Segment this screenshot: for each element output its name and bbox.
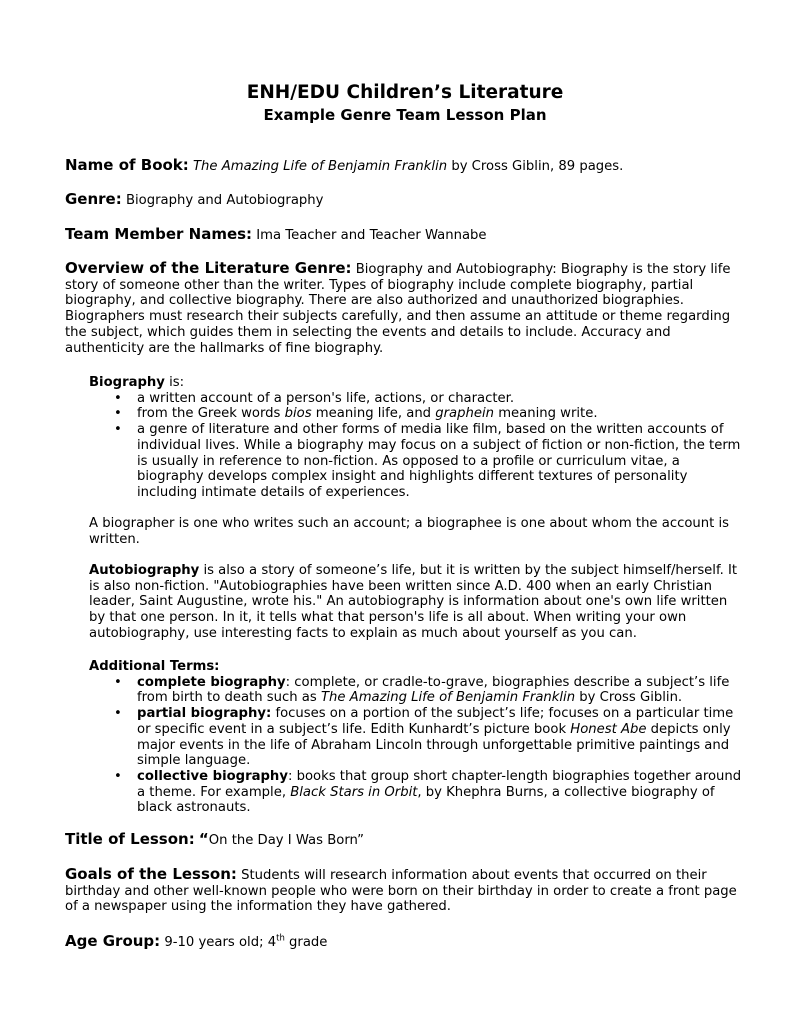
lesson-open-quote: “ [198, 830, 209, 848]
document-page [65, 82, 745, 950]
age-label: Age Group: [65, 932, 161, 950]
goals-label: Goals of the Lesson: [65, 865, 237, 883]
biographer-paragraph: A biographer is one who writes such an account; a biographee is one about whom the account is written. [89, 516, 730, 547]
biography-list [89, 391, 745, 501]
additional-terms-list [89, 675, 745, 816]
age-value: 9-10 years old; 4 [164, 935, 277, 950]
team-label: Team Member Names: [65, 225, 253, 243]
team-value: Ima Teacher and Teacher Wannabe [256, 228, 487, 243]
autobiography-text: is also a story of someone’s life, but it is written by the subject himself/herself. It is also non-fiction. "Autobiographies have been written since A.D. 400 when an early Christian leader, Saint Augustine, wrote his." An autobiography is information about one's own life written by that one person. In it, it tells what that person's life is all about. When writing your own autobiography, use interesting facts to explain as much about yourself as you can. [89, 563, 738, 641]
term-item: • complete biography: complete, or cradle-to-grave, biographies describe a subject’s life from birth to death such as The Amazing Life of Benjamin Franklin by Cross Giblin. [137, 675, 745, 706]
lesson-label: Title of Lesson: [65, 830, 195, 848]
document-subtitle: Example Genre Team Lesson Plan [263, 106, 547, 124]
age-group-line [65, 934, 745, 951]
document-title: ENH/EDU Children’s Literature [246, 82, 564, 103]
autobiography-paragraph [65, 563, 745, 642]
age-sup: th [276, 933, 285, 944]
biography-item: • from the Greek words bios meaning life, and graphein meaning write. [137, 406, 745, 422]
book-title: The Amazing Life of Benjamin Franklin [192, 159, 448, 174]
goals-paragraph [65, 867, 745, 915]
age-grade: grade [284, 935, 328, 950]
autobiography-term: Autobiography [89, 563, 200, 578]
lesson-title-line [65, 832, 745, 849]
book-label: Name of Book: [65, 156, 189, 174]
term-item: • collective biography: books that group short chapter-length biographies together around a theme. For example, Black Stars in Orbit, by Khephra Burns, a collective biography of black astronauts. [137, 769, 745, 816]
genre-line [65, 192, 745, 209]
overview-paragraph [65, 261, 745, 356]
genre-value: Biography and Autobiography [125, 193, 324, 208]
biography-item: • a genre of literature and other forms of media like film, based on the written accounts of individual lives. While a biography may focus on a subject of fiction or non-fiction, the term is usually in reference to non-fiction. As opposed to a profile or curriculum vitae, a biography develops complex insight and highlights different textures of personality including intimate details of experiences. [137, 422, 745, 501]
book-details: by Cross Giblin, 89 pages. [447, 159, 624, 174]
additional-terms-section [65, 659, 745, 816]
biography-section [65, 375, 745, 501]
biography-item: • a written account of a person's life, actions, or character. [137, 391, 745, 407]
goals-text: Students will research information about events that occurred on their birthday and other well-known people who were born on their birthday in order to create a front page of a newspaper using the information they have gathered. [65, 868, 737, 915]
genre-label: Genre: [65, 190, 122, 208]
lesson-title: On the Day I Was Born” [208, 833, 364, 848]
additional-terms-heading: Additional Terms: [89, 659, 220, 674]
term-item: • partial biography: focuses on a portion of the subject’s life; focuses on a particular time or specific event in a subject’s life. Edith Kunhardt’s picture book Honest Abe depicts only major events in the life of Abraham Lincoln through unforgettable primitive paintings and simple language. [137, 706, 745, 769]
book-line [65, 158, 745, 175]
overview-label: Overview of the Literature Genre: [65, 259, 352, 277]
team-line [65, 227, 745, 244]
biography-is: is: [164, 375, 185, 390]
overview-text: Biography and Autobiography: Biography is the story life story of someone other than the writer. Types of biography include complete biography, partial biography, and collective biography. There are also authorized and unauthorized biographies. Biographers must research their subjects carefully, and then assume an attitude or theme regarding the subject, which guides them in selecting the events and details to include. Accuracy and authenticity are the hallmarks of fine biography. [65, 262, 731, 356]
biography-term: Biography [89, 375, 165, 390]
